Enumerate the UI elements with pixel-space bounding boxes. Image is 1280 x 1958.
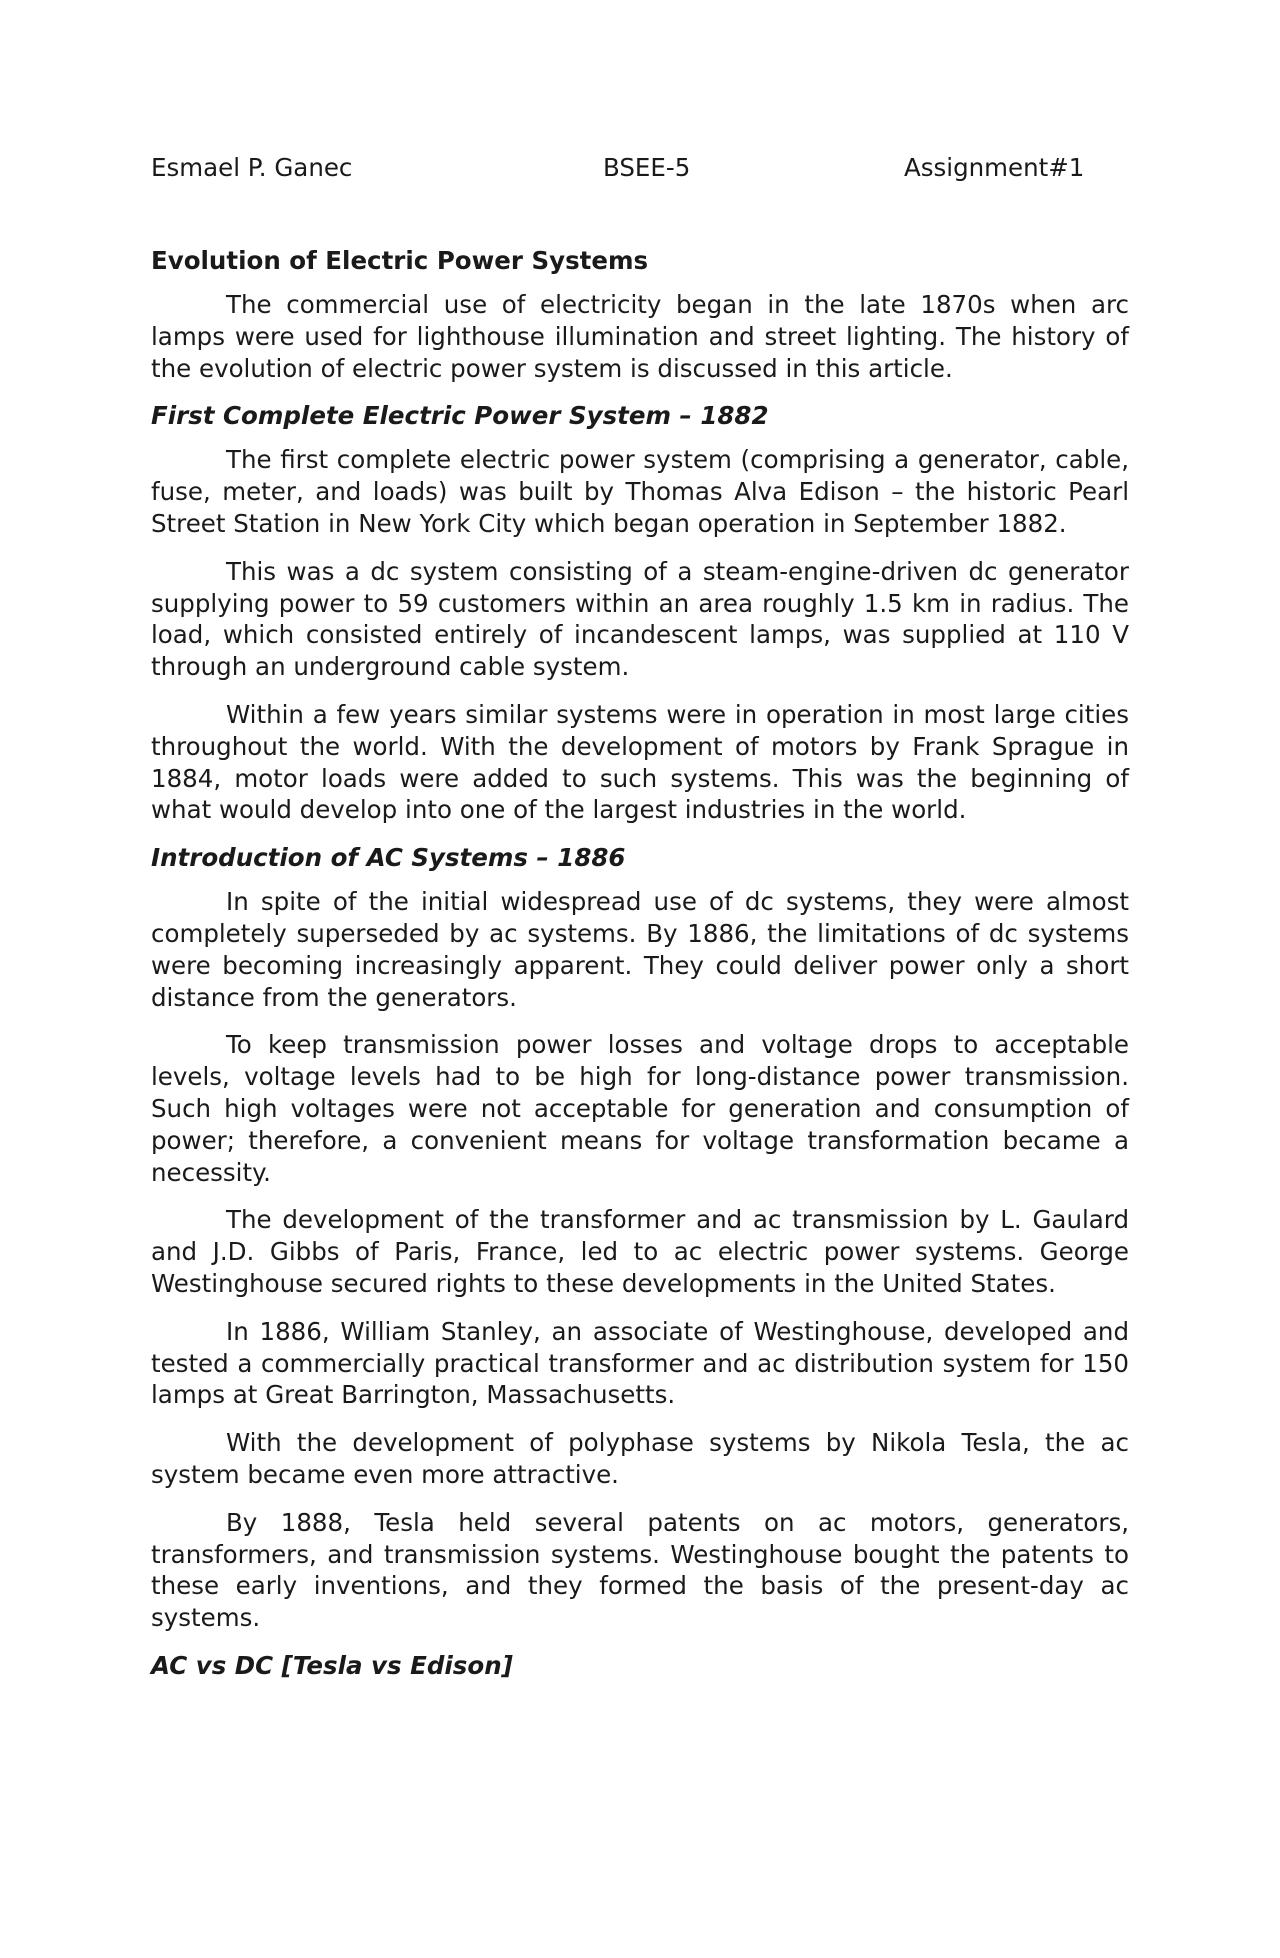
paragraph: By 1888, Tesla held several patents on ac motors, generators, transformers, and transmission systems. Westinghouse bought the patents to these early inventions, and they formed the basis of the present-day ac systems.	[151, 1507, 1129, 1633]
section-heading-first-system: First Complete Electric Power System – 1882	[151, 401, 769, 431]
document-title: Evolution of Electric Power Systems	[151, 246, 649, 275]
paragraph: In spite of the initial widespread use of dc systems, they were almost completely superseded by ac systems. By 1886, the limitations of dc systems were becoming increasingly apparent. They could deliver power only a short distance from the generators.	[151, 887, 1129, 1012]
paragraph: To keep transmission power losses and voltage drops to acceptable levels, voltage levels had to be high for long-distance power transmission. Such high voltages were not acceptable for generation and consumption of power; therefore, a convenient means for voltage transformation became a necessity.	[151, 1030, 1129, 1187]
paragraph: The development of the transformer and ac transmission by L. Gaulard and J.D. Gibbs of Paris, France, led to ac electric power systems. George Westinghouse secured rights to these developments in the United States.	[151, 1205, 1129, 1298]
assignment-label: Assignment#1	[904, 153, 1085, 182]
paragraph: Within a few years similar systems were in operation in most large cities throughout the world. With the development of motors by Frank Sprague in 1884, motor loads were added to such systems. This was the beginning of what would develop into one of the largest industries in the world.	[151, 699, 1129, 825]
author-name: Esmael P. Ganec	[151, 153, 353, 182]
paragraph: With the development of polyphase systems by Nikola Tesla, the ac system became even more attractive.	[151, 1428, 1129, 1489]
course-code: BSEE-5	[603, 153, 691, 182]
section-heading-ac-systems: Introduction of AC Systems – 1886	[151, 843, 626, 873]
document-header	[151, 152, 1129, 184]
paragraph: This was a dc system consisting of a steam-engine-driven dc generator supplying power to 59 customers within an area roughly 1.5 km in radius. The load, which consisted entirely of incandescent lamps, was supplied at 110 V through an underground cable system.	[151, 556, 1129, 682]
document-body	[151, 245, 1129, 1694]
intro-paragraph: The commercial use of electricity began in the late 1870s when arc lamps were used for lighthouse illumination and street lighting. The history of the evolution of electric power system is discussed in this article.	[151, 290, 1129, 383]
paragraph: The first complete electric power system (comprising a generator, cable, fuse, meter, and loads) was built by Thomas Alva Edison – the historic Pearl Street Station in New York City which began operation in September 1882.	[151, 445, 1129, 538]
section-heading-ac-vs-dc: AC vs DC [Tesla vs Edison]	[151, 1650, 513, 1680]
paragraph: In 1886, William Stanley, an associate of Westinghouse, developed and tested a commercially practical transformer and ac distribution system for 150 lamps at Great Barrington, Massachusetts.	[151, 1316, 1129, 1410]
